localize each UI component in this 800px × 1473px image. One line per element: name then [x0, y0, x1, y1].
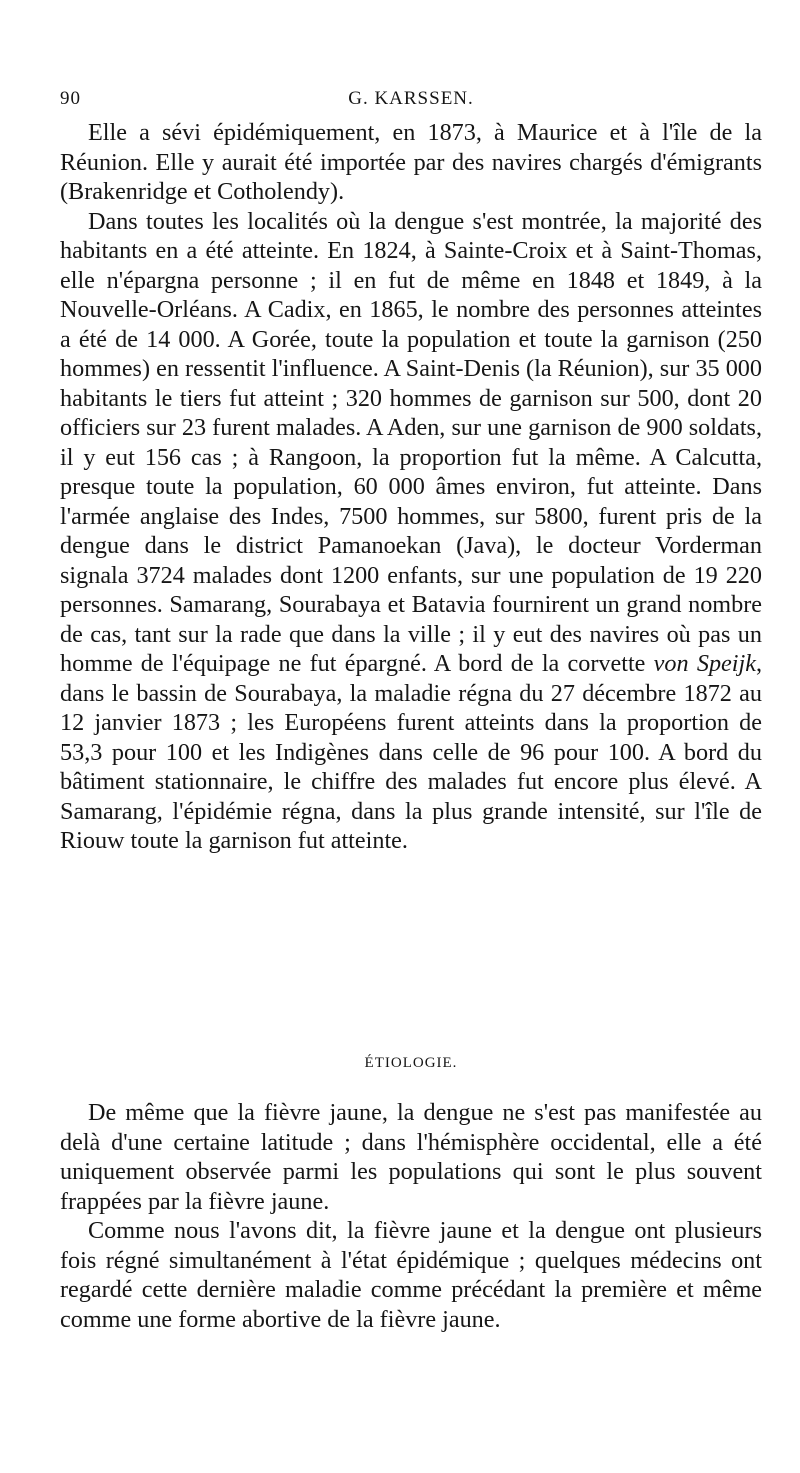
body-text-top [60, 118, 762, 856]
section-title: ÉTIOLOGIE. [364, 1055, 458, 1071]
paragraph-1: Elle a sévi épidémiquement, en 1873, à Maurice et à l'île de la Réunion. Elle y aurait été importée par des navires chargés d'émigrants (Brakenridge et Cotholendy). [60, 119, 762, 205]
running-head: G. KARSSEN. [348, 88, 474, 109]
paragraph-3: De même que la fièvre jaune, la dengue ne s'est pas manifestée au delà d'une certaine latitude ; dans l'hémisphère occidental, elle a été uniquement observée parmi les populations qui sont le plus souvent frappées par la fièvre jaune. [60, 1099, 762, 1215]
paragraph-2-end: , dans le bassin de Sourabaya, la maladie régna du 27 décembre 1872 au 12 janvier 1873 ; les Européens furent atteints dans la proportion de 53,3 pour 100 et les Indigènes dans celle de 96 pour 100. A bord du bâtiment stationnaire, le chiffre des malades fut encore plus élevé. A Samarang, l'épidémie régna, dans la plus grande intensité, sur l'île de Riouw toute la garnison fut atteinte. [60, 650, 762, 854]
page-header [60, 88, 762, 112]
body-text-bottom [60, 1098, 762, 1334]
paragraph-2 [60, 207, 762, 856]
paragraph-2-start: Dans toutes les localités où la dengue s'est montrée, la majorité des habitants en a été atteinte. En 1824, à Sainte-Croix et à Saint-Thomas, elle n'épargna personne ; il en fut de même en 1848 et 1849, à la Nouvelle-Orléans. A Cadix, en 1865, le nombre des personnes atteintes a été de 14 000. A Gorée, toute la population et toute la garnison (250 hommes) en ressentit l'influence. A Saint-Denis (la Réunion), sur 35 000 habitants le tiers fut atteint ; 320 hommes de garnison sur 500, dont 20 officiers sur 23 furent malades. A Aden, sur une garnison de 900 soldats, il y eut 156 cas ; à Rangoon, la proportion fut la même. A Calcutta, presque toute la population, 60 000 âmes environ, fut atteinte. Dans l'armée anglaise des Indes, 7500 hommes, sur 5800, furent pris de la dengue dans le district Pamanoekan (Java), le docteur Vorderman signala 3724 malades dont 1200 enfants, sur une population de 19 220 personnes. Samarang, Sourabaya et Batavia fournirent un grand nombre de cas, tant sur la rade que dans la ville ; il y eut des navires où pas un homme de l'équipage ne fut épargné. A bord de la corvette [60, 207, 762, 677]
page-number: 90 [60, 88, 81, 109]
ship-name: von Speijk [653, 650, 756, 677]
paragraph-4: Comme nous l'avons dit, la fièvre jaune et la dengue ont plusieurs fois régné simultanément à l'état épidémique ; quelques médecins ont regardé cette dernière maladie comme précédant la première et même comme une forme abortive de la fièvre jaune. [60, 1217, 762, 1333]
